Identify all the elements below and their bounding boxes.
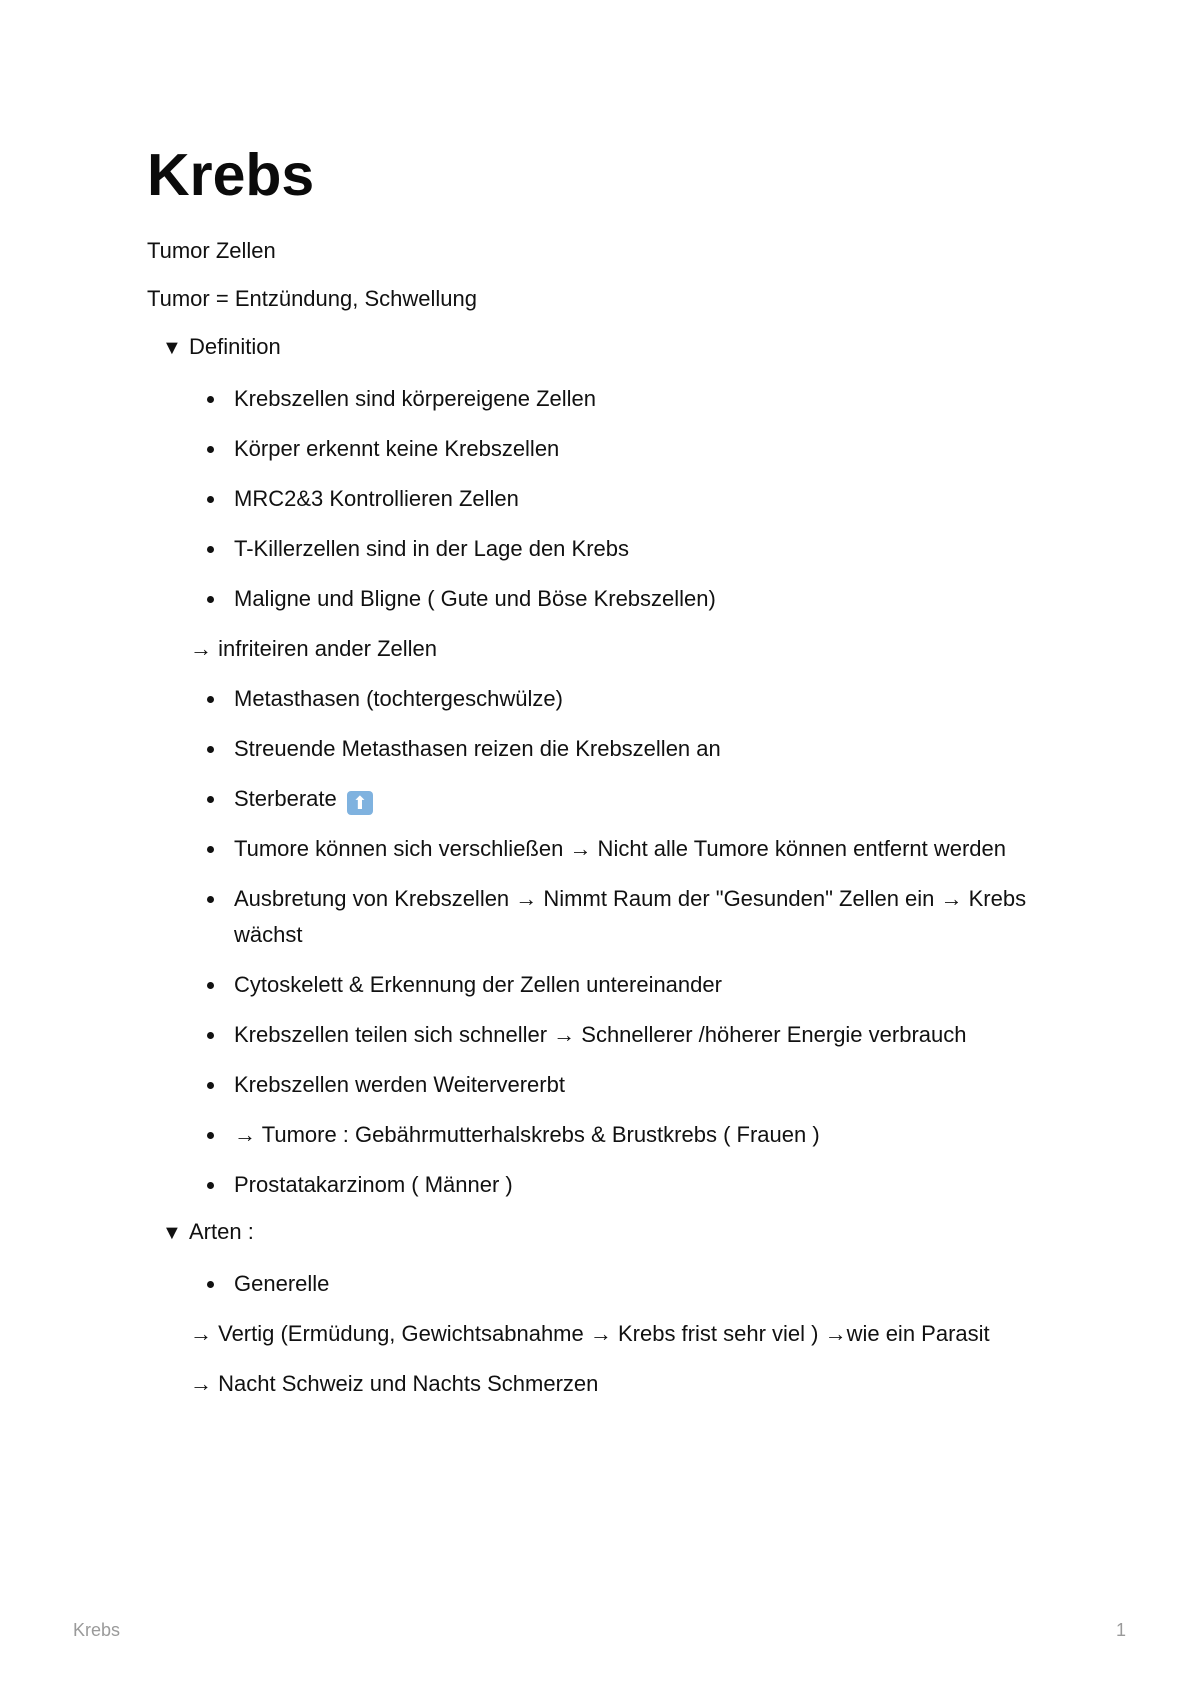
paragraph: Tumor = Entzündung, Schwellung xyxy=(147,286,477,311)
list-item: Körper erkennt keine Krebszellen xyxy=(190,431,1047,467)
document-page xyxy=(147,140,1047,1416)
list-item: Generelle xyxy=(190,1266,1047,1302)
list-item: Krebszellen werden Weitervererbt xyxy=(190,1067,1047,1103)
bullet-list xyxy=(190,381,1047,617)
list-item-text: Sterberate xyxy=(234,786,337,811)
list-item: Metasthasen (tochtergeschwülze) xyxy=(190,681,1047,717)
up-arrow-icon: ⬆ xyxy=(347,791,373,815)
list-item: Maligne und Bligne ( Gute und Böse Krebszellen) xyxy=(190,581,1047,617)
paragraph: Tumor Zellen xyxy=(147,238,276,263)
footer-page-title: Krebs xyxy=(73,1620,121,1640)
list-item: Streuende Metasthasen reizen die Krebszellen an xyxy=(190,731,1047,767)
list-item: Krebszellen teilen sich schneller → Schnellerer /höherer Energie verbrauch xyxy=(190,1017,1047,1053)
toggle-arten[interactable] xyxy=(162,1217,1047,1248)
list-item: Krebszellen sind körpereigene Zellen xyxy=(190,381,1047,417)
toggle-label: Arten : xyxy=(189,1219,254,1244)
arrow-paragraph: → Vertig (Ermüdung, Gewichtsabnahme → Krebs frist sehr viel ) →wie ein Parasit xyxy=(190,1321,990,1346)
list-item: Cytoskelett & Erkennung der Zellen untereinander xyxy=(190,967,1047,1003)
toggle-label: Definition xyxy=(189,334,281,359)
bullet-list xyxy=(190,1266,1047,1302)
arrow-paragraph: → Nacht Schweiz und Nachts Schmerzen xyxy=(190,1371,599,1396)
footer-page-number: 1 xyxy=(1115,1620,1126,1640)
list-item: Tumore können sich verschließen → Nicht alle Tumore können entfernt werden xyxy=(190,831,1047,867)
toggle-definition-content xyxy=(190,381,1047,1203)
list-item-sterberate xyxy=(190,781,1047,817)
page-title: Krebs xyxy=(147,142,315,208)
toggle-triangle-icon[interactable]: ▼ xyxy=(162,337,182,359)
list-item: Ausbretung von Krebszellen → Nimmt Raum der "Gesunden" Zellen ein → Krebs wächst xyxy=(190,881,1047,953)
list-item: T-Killerzellen sind in der Lage den Krebs xyxy=(190,531,1047,567)
list-item: MRC2&3 Kontrollieren Zellen xyxy=(190,481,1047,517)
arrow-paragraph: → infriteiren ander Zellen xyxy=(190,636,438,661)
toggle-arten-content xyxy=(190,1266,1047,1402)
list-item: → Tumore : Gebährmutterhalskrebs & Brustkrebs ( Frauen ) xyxy=(190,1117,1047,1153)
toggle-triangle-icon[interactable]: ▼ xyxy=(162,1222,182,1244)
bullet-list xyxy=(190,681,1047,1203)
list-item: Prostatakarzinom ( Männer ) xyxy=(190,1167,1047,1203)
toggle-definition[interactable] xyxy=(162,332,1047,363)
